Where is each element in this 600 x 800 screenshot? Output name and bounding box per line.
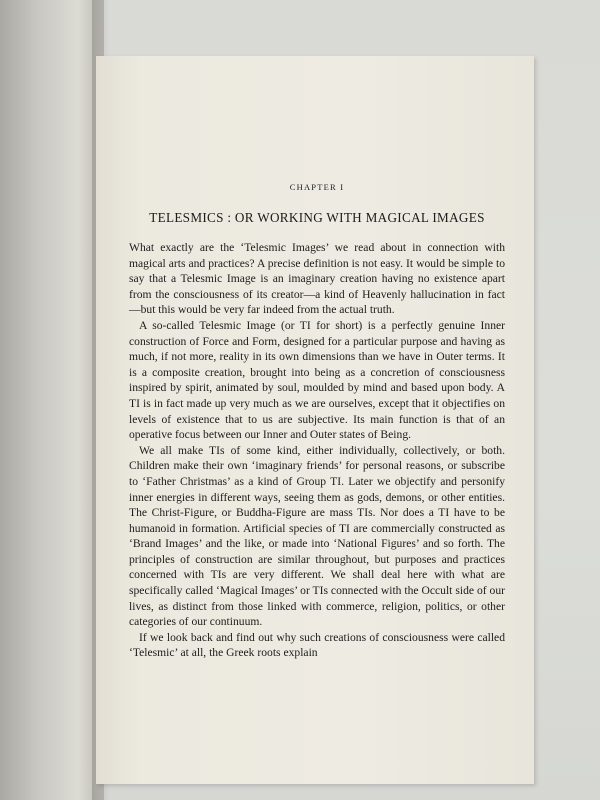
paragraph: A so-called Telesmic Image (or TI for short) is a perfectly genuine Inner construction of Force and Form, designed for a particular purpose and having as much, if not more, reality in its own dimensions than we have in Outer terms. It is a composite creation, brought into being as a concretion of consciousness inspired by spirit, animated by soul, moulded by mind and based upon body. A TI is in fact made up very much as we are ourselves, except that it objectifies on levels of existence that to us are subjective. Its main function is that of an operative focus between our Inner and Outer states of Being. bbox=[129, 318, 505, 442]
paragraph: We all make TIs of some kind, either individually, collectively, or both. Children make their own ‘imaginary friends’ for personal reasons, or subscribe to ‘Father Christmas’ as a kind of Group TI. Later we objectify and personify inner energies in different ways, seeing them as gods, demons, or other entities. The Christ-Figure, or Buddha-Figure are mass TIs. Nor does a TI have to be humanoid in formation. Artificial species of TI are commercially constructed as ‘Brand Images’ and the like, or made into ‘National Figures’ and so forth. The principles of construction are similar throughout, but purposes and practices concerned with TIs are very different. We shall deal here with what are specifically called ‘Magical Images’ or TIs connected with the Occult side of our lives, as distinct from those linked with commerce, religion, politics, or other categories of our continuum. bbox=[129, 443, 505, 629]
paragraph: If we look back and find out why such creations of consciousness were called ‘Telesmic’ at all, the Greek roots explain bbox=[129, 630, 505, 660]
facing-page-edge bbox=[0, 0, 104, 800]
paragraph: What exactly are the ‘Telesmic Images’ we read about in connection with magical arts and practices? A precise definition is not easy. It would be simple to say that a Telesmic Image is an imaginary creation having no existence apart from the consciousness of its creator—a kind of Heavenly hallucination in fact—but this would be very far indeed from the actual truth. bbox=[129, 241, 505, 317]
page-text bbox=[129, 182, 505, 661]
chapter-label: CHAPTER I bbox=[289, 182, 345, 192]
body-text bbox=[129, 240, 505, 661]
chapter-title: TELESMICS : OR WORKING WITH MAGICAL IMAGES bbox=[149, 210, 485, 225]
book-page bbox=[96, 56, 534, 784]
